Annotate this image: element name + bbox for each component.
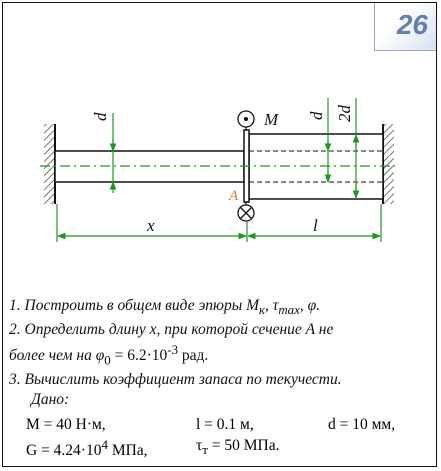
given-label: Дано:	[31, 391, 70, 409]
task-1: 1. Построить в общем виде эпюры $M_к$, $\tau_{max}$, φ.	[9, 297, 321, 318]
label-M: M	[264, 110, 279, 129]
label-d-left: d	[91, 112, 110, 121]
label-2d: 2d	[335, 105, 354, 122]
given-d: d = 10 мм,	[328, 416, 396, 433]
label-A: A	[229, 188, 239, 204]
label-d-right: d	[307, 111, 326, 120]
problem-number: 26	[396, 9, 428, 40]
left-wall-hatch	[44, 124, 54, 204]
task-2-line-1: 2. Определить длину x, при которой сечение A не	[9, 321, 334, 339]
given-G: $G = 4.24\cdot 10^4$ МПа,	[26, 437, 148, 460]
task-2-line-2: более чем на $\varphi_0 = 6.2\cdot 10^{-3}$ рад.	[9, 342, 209, 368]
given-l: l = 0.1 м,	[196, 416, 254, 433]
task-text	[9, 296, 434, 410]
given-M: M = 40 Н·м,	[26, 416, 106, 433]
label-l: l	[313, 216, 318, 235]
given-tau: $\tau_т = 50$ МПа.	[196, 437, 280, 458]
task-3: 3. Вычислить коэффициент запаса по текучести.	[9, 371, 342, 389]
moment-dot-center	[244, 117, 248, 121]
label-x: x	[147, 216, 155, 235]
right-wall-hatch	[384, 124, 394, 204]
